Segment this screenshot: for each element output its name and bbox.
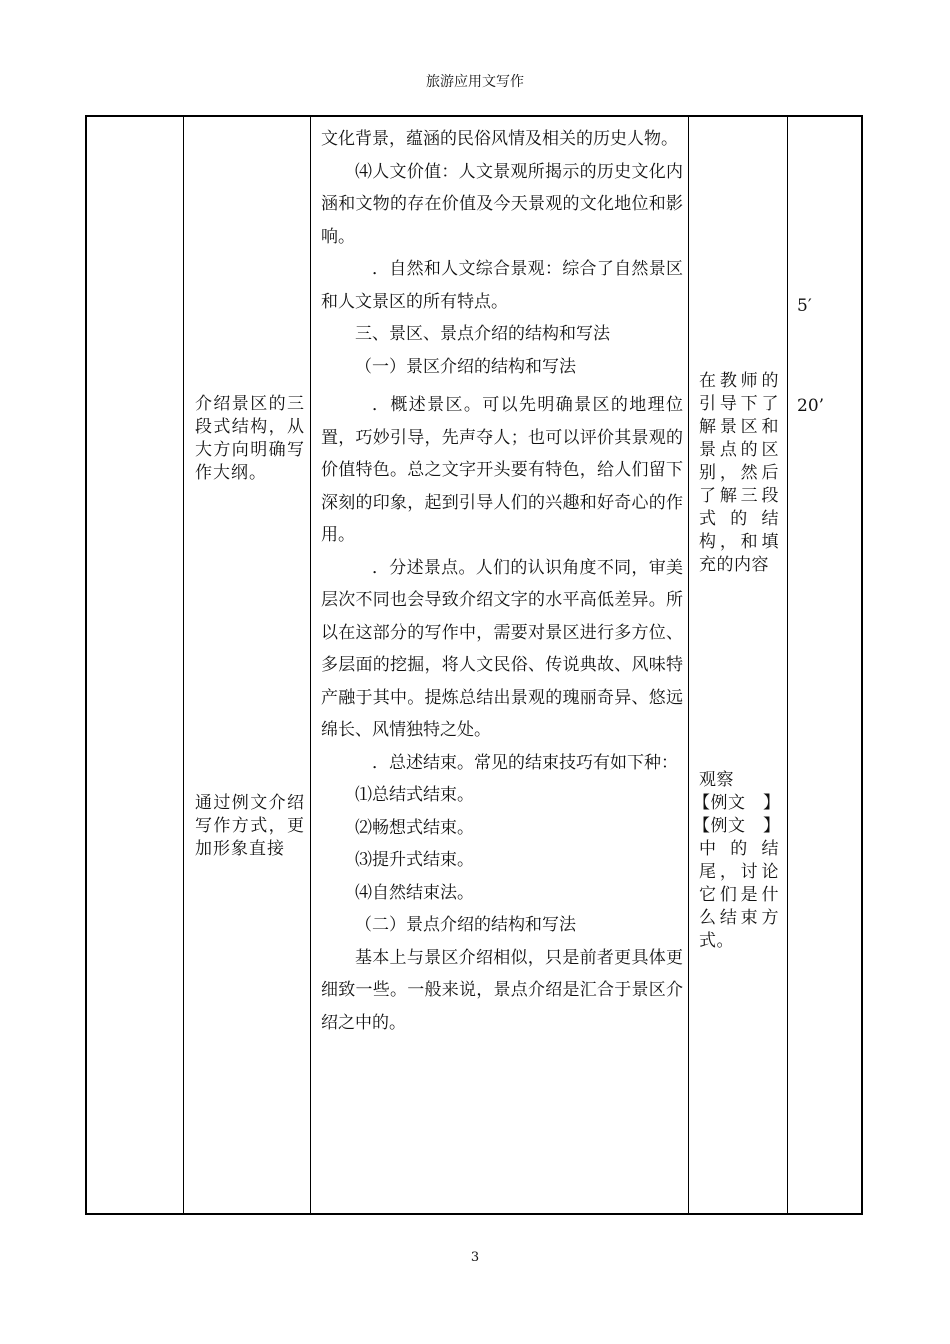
student-activity-text-1: 在教师的引导下了解景区和景点的区别，然后了解三段式的结构，和填充的内容 bbox=[699, 371, 779, 575]
activity-example-1: 【例文 】 bbox=[693, 793, 781, 813]
content-line-11: ⑷自然结束法。 bbox=[355, 882, 474, 903]
design-intent-block-2 bbox=[195, 792, 305, 861]
activity-example-2: 【例文 】 bbox=[693, 816, 781, 836]
content-line-13: 基本上与景区介绍相似，只是前者更具体更细致一些。一般来说，景点介绍是汇合于景区介绍之中的。 bbox=[321, 947, 683, 1033]
lesson-table bbox=[85, 115, 863, 1215]
content-line-0: 文化背景，蕴涵的民俗风情及相关的历史人物。 bbox=[321, 129, 678, 149]
content-line-2: ．自然和人文综合景观：综合了自然景区和人文景区的所有特点。 bbox=[321, 259, 683, 312]
column-divider-4 bbox=[787, 117, 788, 1213]
column-divider-2 bbox=[310, 117, 311, 1213]
teaching-content bbox=[321, 123, 683, 1039]
page-header: 旅游应用文写作 bbox=[426, 74, 524, 90]
design-intent-text-2: 通过例文介绍写作方式，更加形象直接 bbox=[195, 793, 305, 859]
design-intent-text-1: 介绍景区的三段式结构，从大方向明确写作大纲。 bbox=[195, 394, 305, 483]
activity-observe: 观察 bbox=[699, 770, 734, 790]
content-line-8: ⑴总结式结束。 bbox=[355, 785, 474, 805]
content-line-6: ．分述景点。人们的认识角度不同，审美层次不同也会导致介绍文字的水平高低差异。所以在这部分的写作中，需要对景区进行多方位、多层面的挖掘，将人文民俗、传说典故、风味特产融于其中。提炼总结出景观的瑰丽奇异、悠远绵长、风情独特之处。 bbox=[321, 557, 683, 740]
content-line-1: ⑷人文价值：人文景观所揭示的历史文化内涵和文物的存在价值及今天景观的文化地位和影响。 bbox=[321, 161, 683, 247]
time-allocation-1: 5′ bbox=[797, 296, 812, 316]
student-activity-block-1 bbox=[699, 370, 779, 577]
content-heading-4: （一）景区介绍的结构和写法 bbox=[355, 356, 576, 377]
student-activity-block-2 bbox=[693, 769, 781, 953]
column-divider-1 bbox=[183, 117, 184, 1213]
activity-rest: 中的结尾，讨论它们是什么结束方式。 bbox=[699, 839, 779, 951]
design-intent-block-1 bbox=[195, 393, 305, 485]
content-line-7: ．总述结束。常见的结束技巧有如下种： bbox=[372, 752, 678, 773]
content-line-5: ．概述景区。可以先明确景区的地理位置，巧妙引导，先声夺人；也可以评价其景观的价值特色。总之文字开头要有特色，给人们留下深刻的印象，起到引导人们的兴趣和好奇心的作用。 bbox=[321, 395, 683, 545]
content-heading-12: （二）景点介绍的结构和写法 bbox=[355, 915, 576, 935]
page-number: 3 bbox=[470, 1250, 480, 1265]
content-heading-3: 三、景区、景点介绍的结构和写法 bbox=[355, 324, 610, 344]
content-line-10: ⑶提升式结束。 bbox=[355, 850, 474, 870]
time-allocation-2: 20’ bbox=[797, 396, 825, 416]
content-line-9: ⑵畅想式结束。 bbox=[355, 817, 474, 838]
column-divider-3 bbox=[688, 117, 689, 1213]
